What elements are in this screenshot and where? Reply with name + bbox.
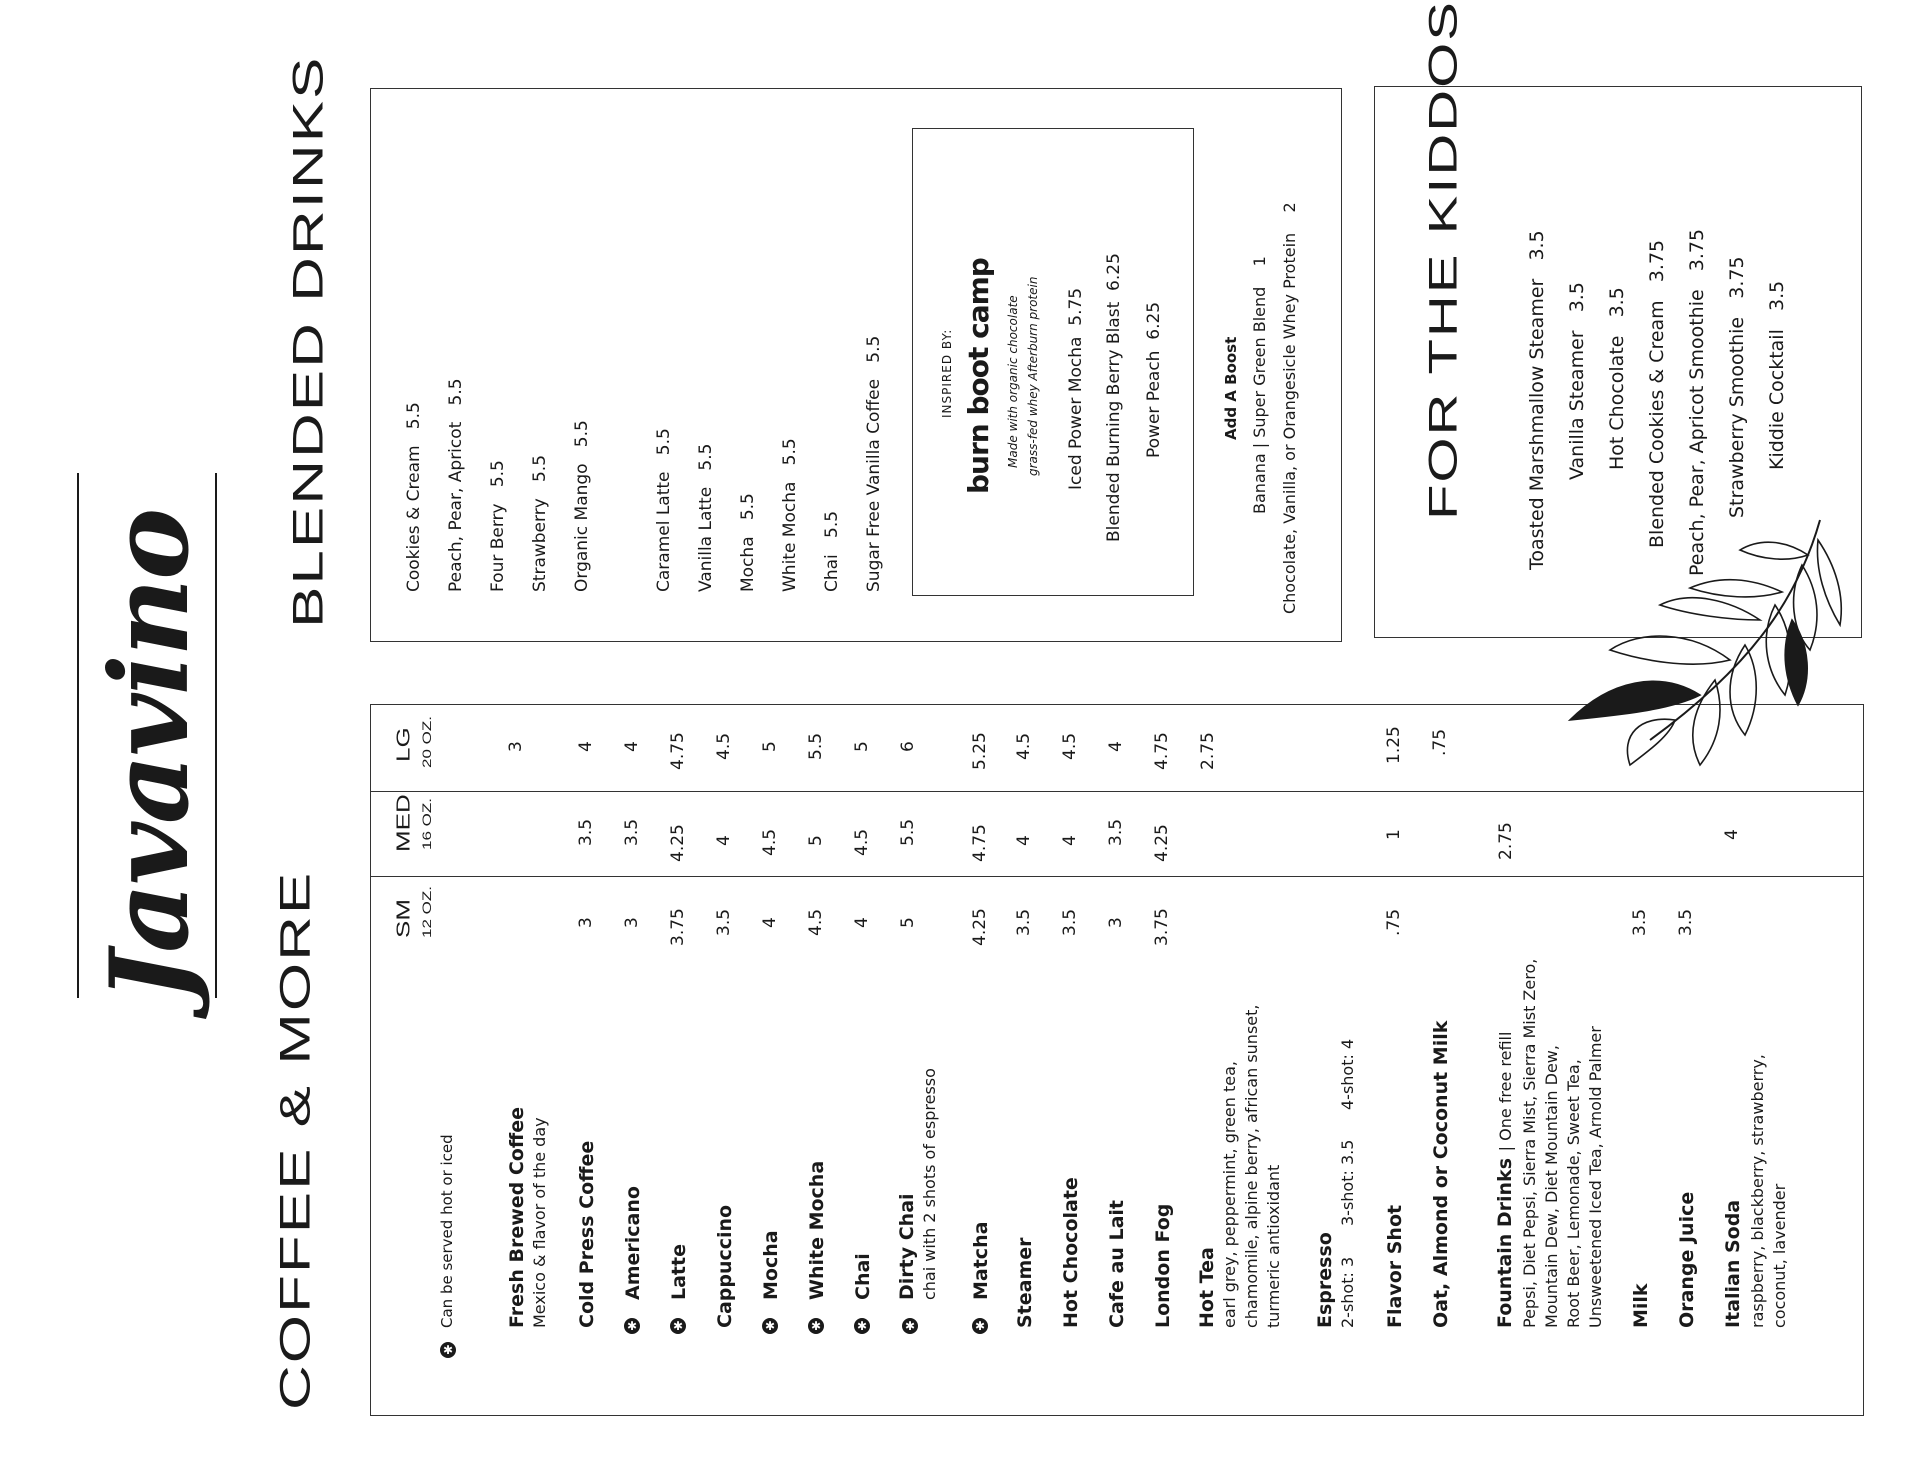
coffee-price-sm: 3.75 (668, 908, 688, 946)
coffee-price-lg: 5 (852, 741, 872, 752)
size-header-sm: SM (392, 899, 414, 938)
blended-item: Cookies & Cream 5.5 (404, 402, 424, 592)
blended-title: BLENDED DRINKS (285, 55, 332, 628)
coffee-item-name: Dirty Chai (896, 1193, 918, 1300)
coffee-item-name: Mocha (760, 1230, 782, 1300)
coffee-note: Can be served hot or iced (438, 1134, 456, 1328)
coffee-header-sep-1 (370, 791, 1864, 792)
coffee-price-med: 5 (806, 835, 826, 846)
coffee-price-lg: 4.5 (1060, 732, 1080, 760)
kiddos-item: Hot Chocolate 3.5 (1606, 287, 1628, 470)
coffee-item-desc: coconut, lavender (1770, 1183, 1789, 1328)
coffee-price-sm: 3.5 (1060, 908, 1080, 936)
kiddos-item: Strawberry Smoothie 3.75 (1726, 256, 1748, 518)
kiddos-item: Vanilla Steamer 3.5 (1566, 282, 1588, 480)
kiddos-item: Kiddie Cocktail 3.5 (1766, 280, 1788, 470)
coffee-price-sm: 3.5 (714, 908, 734, 936)
coffee-item-desc: chamomile, alpine berry, african sunset, (1242, 1004, 1261, 1328)
coffee-item-desc: raspberry, blackberry, strawberry, (1748, 1054, 1767, 1328)
leaf-branch-illustration (1530, 510, 1890, 780)
coffee-item-name: Fresh Brewed Coffee (506, 1106, 528, 1328)
coffee-item-name: Hot Tea (1196, 1247, 1218, 1328)
coffee-price-lg: 5.5 (806, 732, 826, 760)
coffee-price-med: 4 (1014, 835, 1034, 846)
kiddos-title: FOR THE KIDDOS (1421, 0, 1466, 520)
asterisk-icon: ✱ (440, 1342, 456, 1358)
size-header-sm-oz: 12 OZ. (420, 886, 434, 938)
logo-text: Javavino (87, 509, 213, 1002)
coffee-item-desc: chai with 2 shots of espresso (920, 1068, 939, 1300)
coffee-price-lg: 1.25 (1384, 726, 1404, 764)
coffee-price-sm: 4.5 (806, 908, 826, 936)
inspired-item: Blended Burning Berry Blast 6.25 (1104, 253, 1124, 542)
coffee-price-sm: 3 (576, 917, 596, 928)
coffee-price-sm: 3 (1106, 917, 1126, 928)
coffee-price-med: 3.5 (1106, 818, 1126, 846)
coffee-price-lg: 4 (576, 741, 596, 752)
coffee-item-name: Chai (852, 1253, 874, 1300)
coffee-price-lg: .75 (1430, 728, 1450, 756)
boost-line: Banana | Super Green Blend 1 (1250, 256, 1269, 514)
coffee-price-sm: 4.25 (970, 908, 990, 946)
coffee-price-sm: 3 (622, 917, 642, 928)
fountain-refill: | One free refill (1496, 1031, 1515, 1152)
coffee-price-med: 5.5 (898, 818, 918, 846)
coffee-item-desc: Pepsi, Diet Pepsi, Sierra Mist, Sierra Mist Zero, (1520, 958, 1539, 1328)
coffee-item-name: Italian Soda (1722, 1199, 1744, 1328)
coffee-item-name: Latte (668, 1244, 690, 1300)
coffee-item-name: Cappuccino (714, 1204, 736, 1328)
coffee-price-lg: 6 (898, 741, 918, 752)
asterisk-icon: ✱ (624, 1318, 640, 1334)
coffee-item-name: Milk (1630, 1283, 1652, 1328)
coffee-item-desc: 4-shot: 4 (1338, 1038, 1357, 1110)
coffee-price-med: 4.75 (970, 824, 990, 862)
blended-item: Four Berry 5.5 (488, 460, 508, 592)
coffee-item-name: Espresso (1314, 1232, 1336, 1328)
coffee-price-med: 4.5 (760, 828, 780, 856)
blended-item: Chai 5.5 (822, 510, 842, 592)
coffee-price-lg: 2.75 (1198, 732, 1218, 770)
blended-item: Caramel Latte 5.5 (654, 428, 674, 592)
coffee-item-desc: 2-shot: 3 (1338, 1256, 1357, 1328)
blended-item: Strawberry 5.5 (530, 454, 550, 592)
blended-item: Sugar Free Vanilla Coffee 5.5 (864, 335, 884, 592)
coffee-item-name: Flavor Shot (1384, 1204, 1406, 1328)
coffee-price-med: 3.5 (622, 818, 642, 846)
boost-title: Add A Boost (1222, 336, 1240, 440)
coffee-item-name: Cold Press Coffee (576, 1140, 598, 1328)
coffee-item-desc: earl grey, peppermint, green tea, (1220, 1061, 1239, 1328)
coffee-price-lg: 5.25 (970, 732, 990, 770)
coffee-item-name: Hot Chocolate (1060, 1177, 1082, 1328)
asterisk-icon: ✱ (808, 1318, 824, 1334)
kiddos-item: Peach, Pear, Apricot Smoothie 3.75 (1686, 228, 1708, 576)
asterisk-icon: ✱ (762, 1318, 778, 1334)
inspired-item: Power Peach 6.25 (1144, 301, 1164, 458)
coffee-price-sm: 3.75 (1152, 908, 1172, 946)
fountain-name: Fountain Drinks (1494, 1158, 1516, 1328)
coffee-price-lg: 4 (1106, 741, 1126, 752)
asterisk-icon: ✱ (902, 1318, 918, 1334)
coffee-price-sm: 3.5 (1676, 908, 1696, 936)
coffee-item-name: Cafe au Lait (1106, 1199, 1128, 1328)
coffee-price-med: 4.25 (668, 824, 688, 862)
inspired-note: grass-fed whey Afterburn protein (1026, 276, 1040, 476)
blended-item: White Mocha 5.5 (780, 438, 800, 592)
coffee-price-sm: 3.5 (1014, 908, 1034, 936)
logo-rule-top (77, 473, 79, 998)
coffee-price-med: 3.5 (576, 818, 596, 846)
blended-item: Mocha 5.5 (738, 493, 758, 592)
coffee-item-name (1494, 1032, 1516, 1328)
coffee-price-lg: 4.75 (668, 732, 688, 770)
coffee-header-sep-2 (370, 876, 1864, 877)
coffee-item-name: London Fog (1152, 1203, 1174, 1328)
size-header-med-oz: 16 OZ. (420, 798, 434, 850)
blended-item: Peach, Pear, Apricot 5.5 (446, 378, 466, 592)
inspired-item: Iced Power Mocha 5.75 (1066, 287, 1086, 490)
size-header-lg: LG (392, 727, 414, 762)
coffee-item-name: White Mocha (806, 1160, 828, 1300)
coffee-price-med: 4 (714, 835, 734, 846)
coffee-item-name: Steamer (1014, 1237, 1036, 1328)
coffee-item-name: Oat, Almond or Coconut Milk (1430, 1020, 1452, 1328)
size-header-lg-oz: 20 OZ. (420, 716, 434, 768)
coffee-price-sm: 5 (898, 917, 918, 928)
coffee-item-name: Matcha (970, 1221, 992, 1300)
coffee-item-desc: turmeric antioxidant (1264, 1164, 1283, 1328)
asterisk-icon: ✱ (854, 1318, 870, 1334)
coffee-price-lg: 5 (760, 741, 780, 752)
coffee-item-name: Americano (622, 1186, 644, 1300)
coffee-price-lg: 4.5 (1014, 732, 1034, 760)
coffee-price-sm: 4 (760, 917, 780, 928)
coffee-item-desc: Root Beer, Lemonade, Sweet Tea, (1564, 1059, 1583, 1328)
inspired-note: Made with organic chocolate (1006, 295, 1020, 468)
size-header-med: MED (392, 794, 414, 852)
asterisk-icon: ✱ (972, 1318, 988, 1334)
coffee-price-sm: 4 (852, 917, 872, 928)
logo-rule-bottom (215, 473, 217, 998)
kiddos-item: Toasted Marshmallow Steamer 3.5 (1526, 230, 1548, 570)
coffee-title: COFFEE & MORE (272, 870, 319, 1410)
coffee-price-med: 1 (1384, 829, 1404, 840)
coffee-item-desc: Unsweetened Iced Tea, Arnold Palmer (1586, 1026, 1605, 1328)
coffee-price-lg: 4 (622, 741, 642, 752)
inspired-label: INSPIRED BY: (940, 328, 954, 418)
coffee-price-med: 4 (1722, 829, 1742, 840)
blended-box (370, 88, 1342, 642)
coffee-price-sm: 3.5 (1630, 908, 1650, 936)
boost-line: Chocolate, Vanilla, or Orangesicle Whey Protein 2 (1280, 202, 1299, 614)
coffee-item-desc: 3-shot: 3.5 (1338, 1139, 1357, 1226)
coffee-price-lg: 4.5 (714, 732, 734, 760)
coffee-price-med: 4.5 (852, 828, 872, 856)
coffee-price-lg: 3 (506, 741, 526, 752)
coffee-item-desc: Mountain Dew, Diet Mountain Dew, (1542, 1045, 1561, 1328)
coffee-price-med: 4.25 (1152, 824, 1172, 862)
blended-item: Organic Mango 5.5 (572, 420, 592, 592)
burn-boot-camp-logo: burn boot camp (962, 258, 995, 494)
blended-item: Vanilla Latte 5.5 (696, 443, 716, 592)
coffee-item-desc: Mexico & flavor of the day (530, 1117, 549, 1328)
asterisk-icon: ✱ (670, 1318, 686, 1334)
coffee-price-med: 2.75 (1496, 822, 1516, 860)
coffee-price-med: 4 (1060, 835, 1080, 846)
coffee-item-name: Orange Juice (1676, 1191, 1698, 1328)
coffee-price-sm: .75 (1384, 908, 1404, 936)
kiddos-item: Blended Cookies & Cream 3.75 (1646, 239, 1668, 548)
coffee-price-lg: 4.75 (1152, 732, 1172, 770)
